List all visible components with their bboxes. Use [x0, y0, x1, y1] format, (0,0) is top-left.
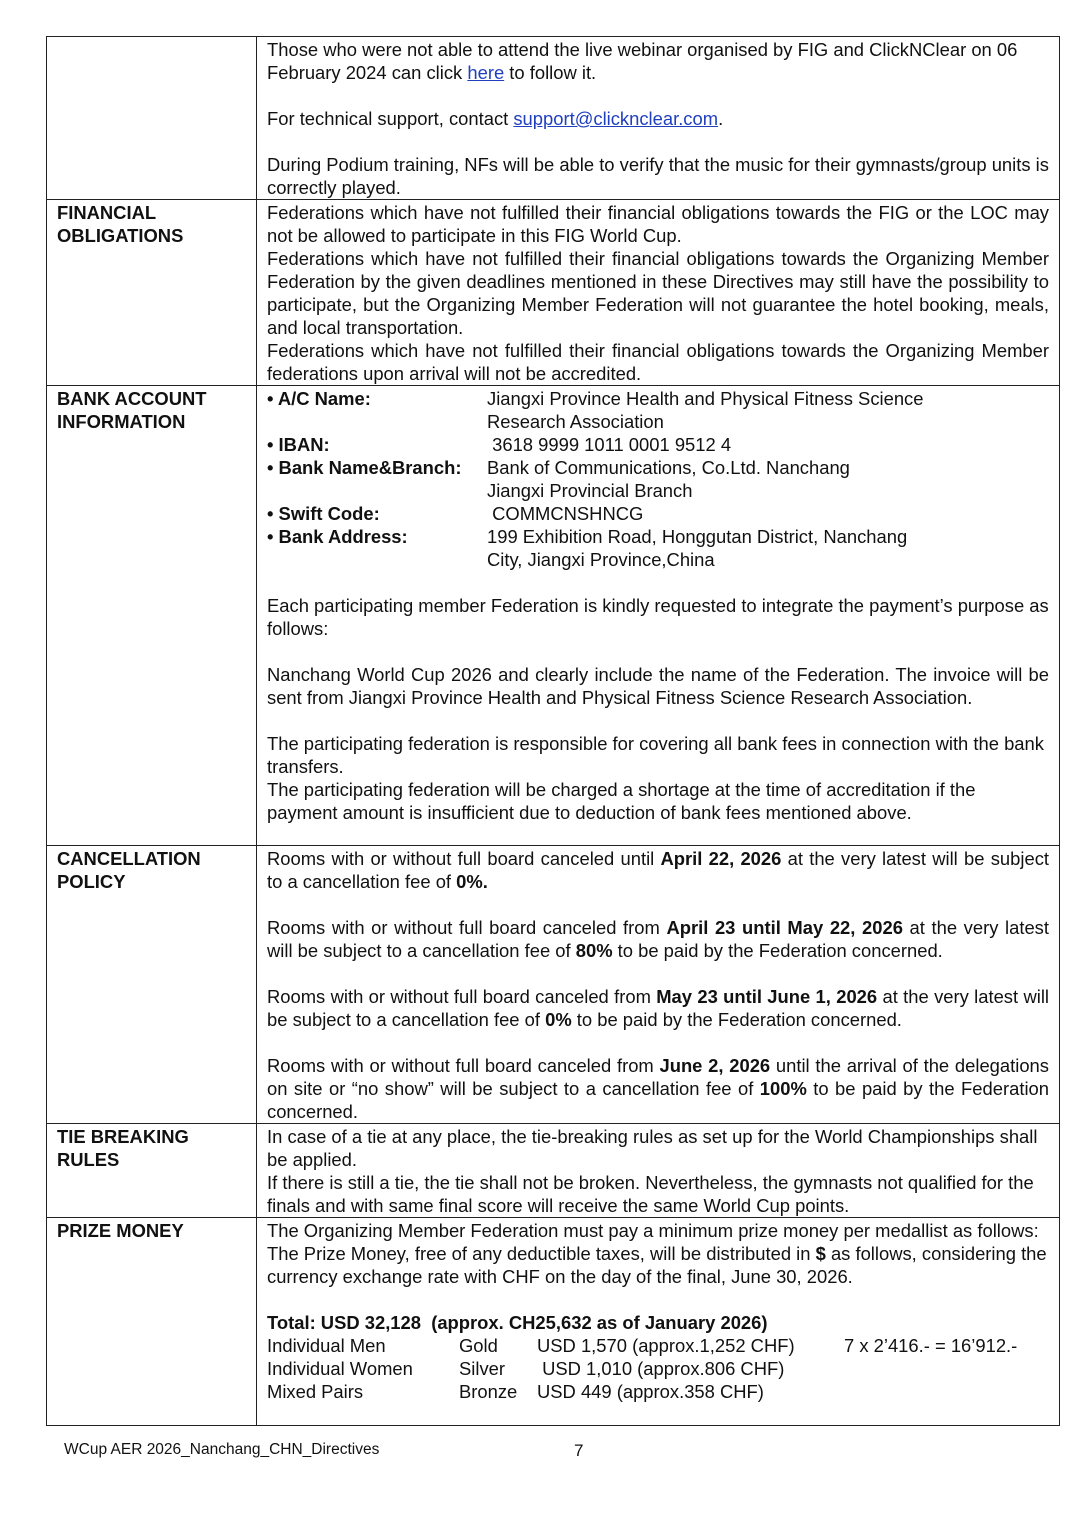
bank-field: • Swift Code: COMMCNSHNCG	[267, 503, 644, 524]
directives-table	[46, 36, 1060, 1426]
bank-field: • Bank Address: 199 Exhibition Road, Honggutan District, Nanchang City, Jiangxi Province,China	[267, 526, 908, 570]
cancellation-clause: Rooms with or without full board canceled from June 2, 2026 until the arrival of the delegations on site or “no show” will be subject to a cancellation fee of 100% to be paid by the Federation concerned.	[267, 1055, 1049, 1122]
cancellation-clause: Rooms with or without full board canceled from May 23 until June 1, 2026 at the very latest will be subject to a cancellation fee of 0% to be paid by the Federation concerned.	[267, 986, 1049, 1030]
bank-content	[257, 386, 1060, 846]
prize-row: Individual Men Gold USD 1,570 (approx.1,252 CHF) 7 x 2’416.- = 16’912.-	[267, 1335, 1018, 1356]
row-bank-account	[47, 386, 1060, 846]
tie-label: TIE BREAKING RULES	[47, 1124, 257, 1218]
bank-fees-text: The participating federation is responsible for covering all bank fees in connection with the bank transfers.	[267, 733, 1044, 777]
webinar-label-cell	[47, 37, 257, 200]
prize-table	[267, 1334, 1017, 1403]
prize-total: Total: USD 32,128 (approx. CH25,632 as of January 2026)	[267, 1312, 768, 1333]
row-financial-obligations	[47, 200, 1060, 386]
prize-row: Mixed Pairs Bronze USD 449 (approx.358 CHF)	[267, 1381, 764, 1402]
financial-content: Federations which have not fulfilled their financial obligations towards the FIG or the LOC may not be allowed to participate in this FIG World Cup. Federations which have not fulfilled their financial obligations towards the Organizing Member Federation by the given deadlines mentioned in these Directives may still have the possibility to participate, but the Organizing Member Federation will not guarantee the hotel booking, meals, and local transportation. Federations which have not fulfilled their financial obligations towards the Organizing Member federations upon arrival will not be accredited.	[257, 200, 1060, 386]
row-tie-breaking	[47, 1124, 1060, 1218]
cancellation-content	[257, 846, 1060, 1124]
webinar-here-link[interactable]: here	[467, 62, 505, 83]
support-text: For technical support, contact support@clicknclear.com.	[267, 108, 724, 129]
webinar-text: Those who were not able to attend the live webinar organised by FIG and ClickNClear on 06 February 2024 can click here to follow it.	[267, 39, 1018, 83]
row-cancellation-policy	[47, 846, 1060, 1124]
shortage-text: The participating federation will be charged a shortage at the time of accreditation if the payment amount is insufficient due to deduction of bank fees mentioned above.	[267, 779, 976, 823]
prize-content: The Organizing Member Federation must pay a minimum prize money per medallist as follows: The Prize Money, free of any deductible taxes, will be distributed in $ as follows, considering the currency exchange rate with CHF on the day of the final, June 30, 2026. Total: USD 32,128 (approx. CH25,632 as of January 2026) Individual Men Gold USD 1,570 (approx.1,252 CHF) 7 x 2’416.- = 16’912.- Individual Women Silver USD 1,010 (approx.806 CHF) Mixed Pairs Bronze USD 449 (approx.358 CHF)	[257, 1218, 1060, 1426]
bank-field: • A/C Name: Jiangxi Province Health and Physical Fitness Science Research Association	[267, 388, 924, 432]
row-webinar	[47, 37, 1060, 200]
podium-training-text: During Podium training, NFs will be able to verify that the music for their gymnasts/group units is correctly played.	[267, 154, 1049, 198]
cancellation-label: CANCELLATION POLICY	[47, 846, 257, 1124]
support-email-link[interactable]: support@clicknclear.com	[513, 108, 719, 129]
tie-content: In case of a tie at any place, the tie-breaking rules as set up for the World Championships shall be applied. If there is still a tie, the tie shall not be broken. Nevertheless, the gymnasts not qualified for the finals and with same final score will receive the same World Cup points.	[257, 1124, 1060, 1218]
prize-label: PRIZE MONEY	[47, 1218, 257, 1426]
prize-row: Individual Women Silver USD 1,010 (approx.806 CHF)	[267, 1358, 785, 1379]
bank-label: BANK ACCOUNT INFORMATION	[47, 386, 257, 846]
webinar-content-cell	[257, 37, 1060, 200]
footer-document-name: WCup AER 2026_Nanchang_CHN_Directives	[64, 1441, 380, 1458]
bank-details	[267, 387, 923, 571]
payment-purpose-text: Each participating member Federation is kindly requested to integrate the payment’s purpose as follows:	[267, 595, 1049, 639]
bank-field: • Bank Name&Branch: Bank of Communications, Co.Ltd. Nanchang Jiangxi Provincial Branch	[267, 457, 850, 501]
invoice-text: Nanchang World Cup 2026 and clearly include the name of the Federation. The invoice will be sent from Jiangxi Province Health and Physical Fitness Science Research Association.	[267, 664, 1049, 708]
cancellation-clause: Rooms with or without full board canceled until April 22, 2026 at the very latest will be subject to a cancellation fee of 0%.	[267, 848, 1049, 892]
bank-field: • IBAN: 3618 9999 1011 0001 9512 4	[267, 434, 732, 455]
footer-page-number: 7	[574, 1441, 584, 1460]
cancellation-clause: Rooms with or without full board canceled from April 23 until May 22, 2026 at the very latest will be subject to a cancellation fee of 80% to be paid by the Federation concerned.	[267, 917, 1049, 961]
financial-label: FINANCIAL OBLIGATIONS	[47, 200, 257, 386]
row-prize-money	[47, 1218, 1060, 1426]
